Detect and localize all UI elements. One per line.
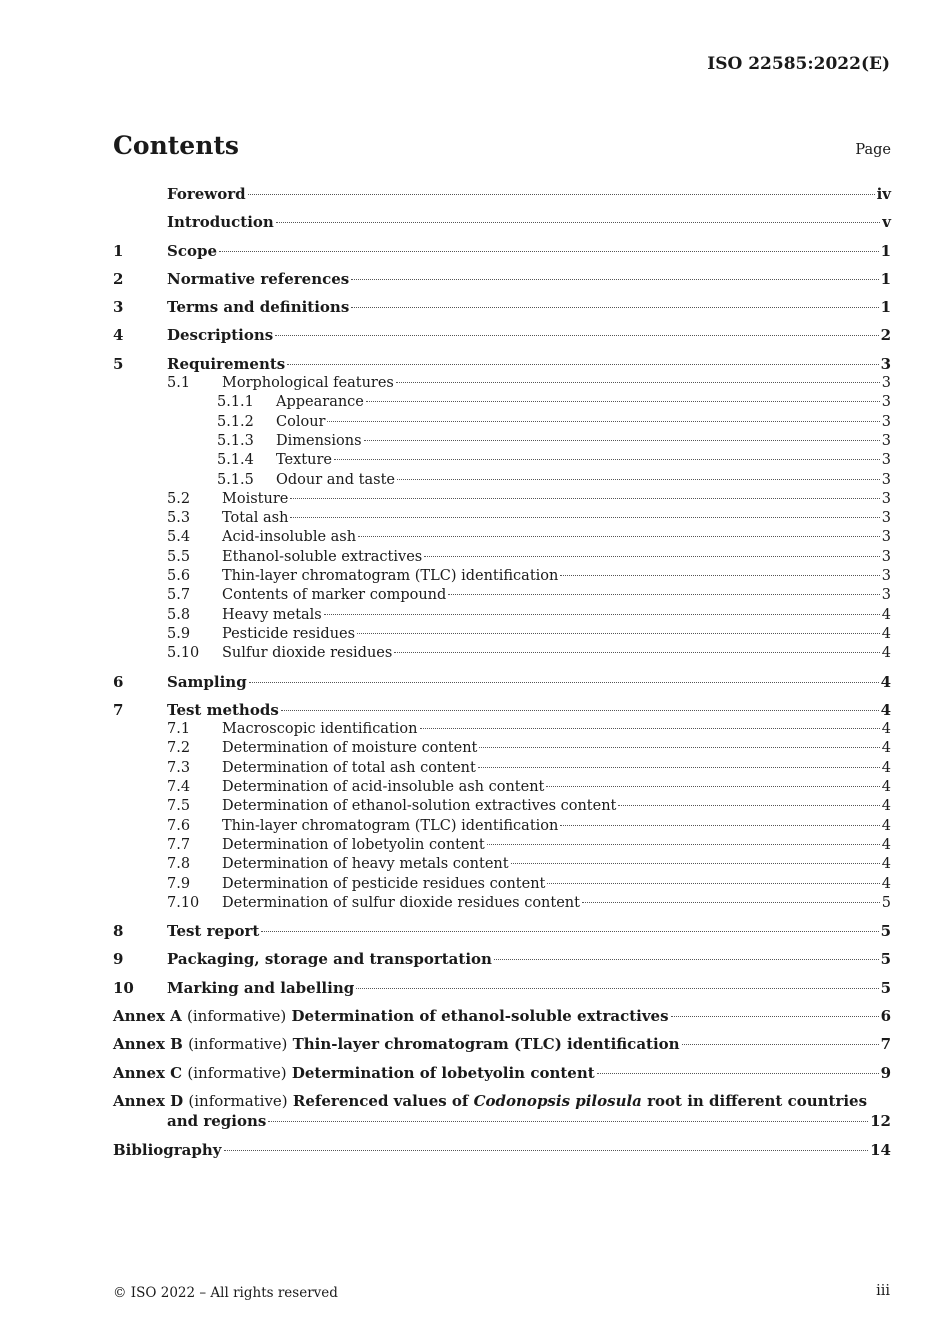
toc-entry-line (167, 950, 891, 969)
toc-entry-page: 14 (870, 1140, 891, 1159)
toc-entry-title: Acid-insoluble ash (222, 529, 357, 546)
annex-title: Determination of ethanol-soluble extractives (291, 1006, 669, 1025)
toc-entry-number: 7.8 (167, 856, 191, 873)
toc-entry-page: 4 (881, 740, 891, 757)
toc-entry-number: 5.6 (167, 568, 191, 585)
toc-entry-page: 4 (881, 645, 891, 662)
dot-leader (357, 633, 880, 634)
toc-entry-number: 7.10 (167, 894, 200, 911)
toc-entry[interactable] (113, 490, 891, 509)
toc-entry-line (276, 432, 891, 451)
toc-entry[interactable] (113, 739, 891, 758)
toc-entry-title: Sulfur dioxide residues (222, 645, 393, 662)
toc-entry-line (167, 242, 891, 261)
toc-entry[interactable] (113, 185, 891, 204)
toc-entry-title: Determination of ethanol-solution extractives content (222, 798, 617, 815)
toc-entry-title: Test methods (167, 700, 279, 719)
dot-leader (356, 988, 878, 989)
toc-entry[interactable] (113, 625, 891, 644)
dot-leader (327, 421, 879, 422)
dot-leader (248, 194, 875, 195)
toc-entry-line (222, 606, 891, 625)
toc-entry-page: 6 (880, 1006, 891, 1025)
toc-entry-page: 2 (880, 326, 891, 345)
toc-entry[interactable] (113, 701, 891, 720)
dot-leader (546, 786, 879, 787)
toc-entry-line (167, 298, 891, 317)
copyright-notice: © ISO 2022 – All rights reserved (113, 1285, 338, 1301)
toc-entry-title: Bibliography (113, 1140, 222, 1159)
dot-leader (249, 682, 879, 683)
toc-entry-line (222, 894, 891, 913)
dot-leader (290, 517, 879, 518)
toc-entry-line (113, 1007, 891, 1026)
toc-entry-number: 7.1 (167, 721, 191, 738)
annex-title: Thin-layer chromatogram (TLC) identification (292, 1035, 680, 1054)
dot-leader (224, 1150, 869, 1151)
toc-entry-line (222, 625, 891, 644)
annex-label: Annex B (113, 1035, 183, 1054)
toc-entry-title: Ethanol-soluble extractives (222, 548, 423, 565)
annex-label: Annex D (113, 1091, 184, 1110)
toc-entry[interactable] (113, 298, 891, 317)
toc-entry-line (222, 875, 891, 894)
toc-entry-number: 7.4 (167, 779, 191, 796)
dot-leader (276, 222, 880, 223)
toc-entry[interactable] (113, 644, 891, 663)
toc-entry-line (113, 1064, 891, 1083)
toc-entry-number: 7.7 (167, 836, 191, 853)
dot-leader (334, 459, 880, 460)
dot-leader (511, 863, 880, 864)
toc-entry-title: Determination of sulfur dioxide residues content (222, 894, 580, 911)
toc-entry-line (167, 673, 891, 692)
dot-leader (682, 1044, 879, 1045)
toc-entry-title: Colour (276, 413, 326, 430)
toc-entry-number: 5 (113, 354, 124, 373)
toc-entry[interactable] (113, 326, 891, 345)
toc-entry[interactable] (113, 759, 891, 778)
toc-entry-page: 3 (881, 529, 891, 546)
toc-entry-line (167, 1112, 891, 1131)
toc-entry[interactable] (113, 567, 891, 586)
toc-entry-number: 6 (113, 672, 124, 691)
toc-entry-page: 4 (881, 606, 891, 623)
dot-leader (420, 728, 880, 729)
toc-entry-page: 1 (880, 241, 891, 260)
toc-entry[interactable] (113, 451, 891, 470)
annex-title: Referenced values of (292, 1091, 469, 1110)
toc-entry-line (222, 778, 891, 797)
dot-leader (487, 844, 880, 845)
dot-leader (275, 335, 878, 336)
toc-entry-number: 5.3 (167, 510, 191, 527)
dot-leader (351, 279, 878, 280)
dot-leader (324, 614, 880, 615)
dot-leader (618, 805, 879, 806)
dot-leader (396, 382, 880, 383)
toc-entry-page: 3 (880, 354, 891, 373)
toc-entry-title: Introduction (167, 213, 274, 232)
toc-entry-page: 3 (881, 452, 891, 469)
toc-entry-title: Determination of lobetyolin content (222, 836, 485, 853)
table-of-contents (113, 185, 891, 1160)
page-column-label: Page (855, 142, 891, 158)
toc-entry-title: Determination of total ash content (222, 759, 476, 776)
toc-entry-line (222, 548, 891, 567)
toc-entry-line (222, 817, 891, 836)
toc-entry-number: 5.2 (167, 490, 191, 507)
toc-annex-heading (113, 1007, 669, 1026)
toc-entry-title: Thin-layer chromatogram (TLC) identification (222, 817, 559, 834)
dot-leader (287, 364, 878, 365)
toc-entry-title: Determination of heavy metals content (222, 856, 509, 873)
toc-entry[interactable] (113, 432, 891, 451)
toc-entry-page: 5 (881, 894, 891, 911)
toc-entry-number: 4 (113, 326, 124, 345)
toc-entry-page: 5 (880, 950, 891, 969)
toc-entry-number: 7.5 (167, 798, 191, 815)
dot-leader (351, 307, 878, 308)
toc-entry-line (167, 185, 891, 204)
toc-entry[interactable] (113, 509, 891, 528)
toc-entry-title: Odour and taste (276, 471, 395, 488)
toc-entry-number: 7.9 (167, 875, 191, 892)
toc-entry[interactable] (113, 855, 891, 874)
toc-entry-number: 5.4 (167, 529, 191, 546)
toc-entry-page: 9 (880, 1063, 891, 1082)
toc-entry[interactable] (113, 586, 891, 605)
toc-entry-page: 3 (881, 587, 891, 604)
toc-entry-line (113, 1141, 891, 1160)
toc-entry[interactable] (113, 950, 891, 969)
toc-entry-number: 5.1.3 (217, 432, 254, 449)
toc-entry-page: 4 (881, 779, 891, 796)
toc-entry-line (222, 720, 891, 739)
toc-entry-page: 4 (880, 700, 891, 719)
toc-entry[interactable] (113, 270, 891, 289)
toc-entry-title: Thin-layer chromatogram (TLC) identification (222, 568, 559, 585)
toc-entry[interactable] (113, 979, 891, 998)
toc-entry-title: Macroscopic identification (222, 721, 418, 738)
toc-entry-line (276, 451, 891, 470)
dot-leader (364, 440, 880, 441)
annex-label: Annex A (113, 1006, 182, 1025)
toc-entry-title: Total ash (222, 510, 289, 527)
toc-entry-page: 4 (881, 875, 891, 892)
toc-entry-line (222, 567, 891, 586)
toc-entry-number: 8 (113, 922, 124, 941)
toc-entry-number: 5.1 (167, 375, 191, 392)
dot-leader (394, 652, 879, 653)
toc-entry[interactable] (113, 213, 891, 232)
toc-entry-page: 3 (881, 394, 891, 411)
toc-entry-title: Dimensions (276, 432, 362, 449)
toc-entry-title: Sampling (167, 672, 247, 691)
toc-entry-line (276, 471, 891, 490)
annex-title-continuation: and regions (167, 1111, 267, 1130)
dot-leader (479, 747, 879, 748)
toc-entry[interactable] (113, 413, 891, 432)
toc-entry[interactable] (113, 606, 891, 625)
toc-entry[interactable] (113, 673, 891, 692)
toc-entry-page: 5 (880, 978, 891, 997)
toc-entry-line (113, 1035, 891, 1054)
toc-annex-heading (113, 1064, 595, 1083)
toc-entry-page: 4 (881, 856, 891, 873)
dot-leader (424, 556, 880, 557)
toc-entry[interactable] (113, 471, 891, 490)
toc-entry-page: 4 (881, 836, 891, 853)
page-title: Contents (113, 131, 240, 160)
toc-entry-line (167, 213, 891, 232)
dot-leader (547, 883, 879, 884)
toc-entry[interactable] (113, 817, 891, 836)
toc-entry-line (167, 701, 891, 720)
toc-entry-number: 5.7 (167, 587, 191, 604)
toc-entry-page: 3 (881, 568, 891, 585)
toc-entry-line (222, 797, 891, 816)
toc-entry-line (167, 922, 891, 941)
dot-leader (219, 251, 879, 252)
toc-entry-title: Requirements (167, 354, 286, 373)
toc-entry-number: 5.9 (167, 625, 191, 642)
toc-entry-title: Packaging, storage and transportation (167, 950, 492, 969)
toc-entry-number: 5.5 (167, 548, 191, 565)
toc-entry-page: iv (876, 185, 891, 203)
toc-entry-number: 5.1.2 (217, 413, 254, 430)
toc-entry-line (167, 979, 891, 998)
toc-entry-line (222, 836, 891, 855)
toc-entry-line (222, 490, 891, 509)
toc-entry[interactable] (113, 778, 891, 797)
toc-entry-page: 4 (881, 759, 891, 776)
toc-entry[interactable] (113, 894, 891, 913)
toc-entry-page: 4 (881, 817, 891, 834)
toc-entry-number: 3 (113, 298, 124, 317)
toc-entry-page: 4 (881, 625, 891, 642)
toc-entry-line (167, 270, 891, 289)
toc-entry-page: 3 (881, 490, 891, 507)
toc-entry-number: 7.2 (167, 740, 191, 757)
dot-leader (560, 575, 879, 576)
annex-type: (informative) (187, 1063, 287, 1082)
page-number: iii (876, 1283, 890, 1299)
toc-entry-title: Appearance (276, 394, 364, 411)
toc-entry-page: 12 (870, 1111, 891, 1130)
dot-leader (478, 767, 880, 768)
dot-leader (494, 959, 879, 960)
toc-entry-line (222, 528, 891, 547)
toc-entry[interactable] (113, 797, 891, 816)
toc-entry-page: 4 (881, 798, 891, 815)
annex-type: (informative) (187, 1006, 287, 1025)
toc-entry-line (167, 355, 891, 374)
toc-entry-number: 5.10 (167, 645, 200, 662)
document-id: ISO 22585:2022(E) (707, 54, 890, 74)
dot-leader (281, 710, 879, 711)
annex-type: (informative) (188, 1035, 288, 1054)
dot-leader (261, 931, 878, 932)
toc-entry-title: Heavy metals (222, 606, 322, 623)
toc-entry-title: Test report (167, 922, 260, 941)
toc-entry-line (222, 739, 891, 758)
toc-entry-page: 1 (880, 269, 891, 288)
toc-annex-entry[interactable] (113, 1064, 891, 1083)
toc-entry-title: Determination of acid-insoluble ash content (222, 779, 545, 796)
toc-entry-title: Marking and labelling (167, 978, 355, 997)
toc-entry-title: Normative references (167, 269, 350, 288)
toc-entry-line (222, 644, 891, 663)
toc-annex-entry[interactable] (113, 1092, 891, 1132)
toc-entry[interactable] (113, 836, 891, 855)
toc-entry-number: 7.6 (167, 817, 191, 834)
toc-entry-page: 5 (880, 922, 891, 941)
toc-entry-number: 9 (113, 950, 124, 969)
toc-annex-entry[interactable] (113, 1007, 891, 1026)
toc-entry-line (222, 759, 891, 778)
annex-title: root in different countries (647, 1091, 868, 1110)
toc-entry-number: 7 (113, 700, 124, 719)
toc-entry-title: Determination of pesticide residues content (222, 875, 546, 892)
toc-entry-number: 2 (113, 269, 124, 288)
toc-entry-page: 3 (881, 471, 891, 488)
dot-leader (597, 1073, 879, 1074)
toc-entry-number: 5.1.5 (217, 471, 254, 488)
annex-title: Determination of lobetyolin content (291, 1063, 595, 1082)
dot-leader (671, 1016, 879, 1017)
annex-type: (informative) (188, 1091, 288, 1110)
toc-entry-number: 5.8 (167, 606, 191, 623)
toc-entry[interactable] (113, 720, 891, 739)
dot-leader (397, 479, 880, 480)
dot-leader (290, 498, 879, 499)
dot-leader (560, 825, 879, 826)
dot-leader (358, 536, 880, 537)
toc-entry-line (222, 586, 891, 605)
toc-entry-page: 3 (881, 510, 891, 527)
toc-entry-title: Determination of moisture content (222, 740, 478, 757)
dot-leader (448, 594, 879, 595)
toc-entry-title: Morphological features (222, 375, 394, 392)
toc-entry-page: 1 (880, 298, 891, 317)
annex-label: Annex C (113, 1063, 183, 1082)
toc-entry-line (222, 855, 891, 874)
toc-entry-title: Contents of marker compound (222, 587, 447, 604)
toc-entry[interactable] (113, 922, 891, 941)
toc-entry[interactable] (113, 374, 891, 393)
toc-entry[interactable] (113, 875, 891, 894)
toc-entry-title: Scope (167, 241, 218, 260)
toc-entry-number: 7.3 (167, 759, 191, 776)
toc-entry[interactable] (113, 355, 891, 374)
dot-leader (582, 902, 880, 903)
toc-entry-title: Terms and definitions (167, 298, 350, 317)
toc-annex-heading (113, 1092, 867, 1111)
toc-entry-line (222, 374, 891, 393)
toc-entry[interactable] (113, 528, 891, 547)
toc-entry-title: Foreword (167, 185, 246, 203)
toc-entry-page: 4 (880, 672, 891, 691)
toc-entry-title: Texture (276, 452, 332, 469)
toc-annex-heading (113, 1035, 680, 1054)
toc-entry-page: 3 (881, 548, 891, 565)
toc-entry-page: 3 (881, 432, 891, 449)
toc-bibliography-entry[interactable] (113, 1141, 891, 1160)
toc-entry-number: 1 (113, 241, 124, 260)
toc-entry[interactable] (113, 393, 891, 412)
toc-entry-page: 4 (881, 721, 891, 738)
toc-entry-page: 7 (880, 1035, 891, 1054)
annex-title-italic: Codonopsis pilosula (473, 1091, 642, 1110)
toc-entry-line (222, 509, 891, 528)
dot-leader (366, 401, 880, 402)
toc-entry-line (276, 393, 891, 412)
toc-entry[interactable] (113, 242, 891, 261)
toc-entry-title: Descriptions (167, 326, 274, 345)
toc-entry-number: 5.1.4 (217, 452, 254, 469)
toc-annex-entry[interactable] (113, 1035, 891, 1054)
toc-entry-title: Pesticide residues (222, 625, 356, 642)
toc-entry-page: 3 (881, 413, 891, 430)
toc-entry-page: 3 (881, 375, 891, 392)
toc-entry-number: 10 (113, 978, 134, 997)
toc-entry-title: Moisture (222, 490, 289, 507)
toc-entry-number: 5.1.1 (217, 394, 254, 411)
toc-entry-page: v (882, 213, 891, 232)
toc-entry-line (276, 413, 891, 432)
dot-leader (268, 1121, 868, 1122)
toc-entry-line (167, 326, 891, 345)
toc-entry[interactable] (113, 548, 891, 567)
